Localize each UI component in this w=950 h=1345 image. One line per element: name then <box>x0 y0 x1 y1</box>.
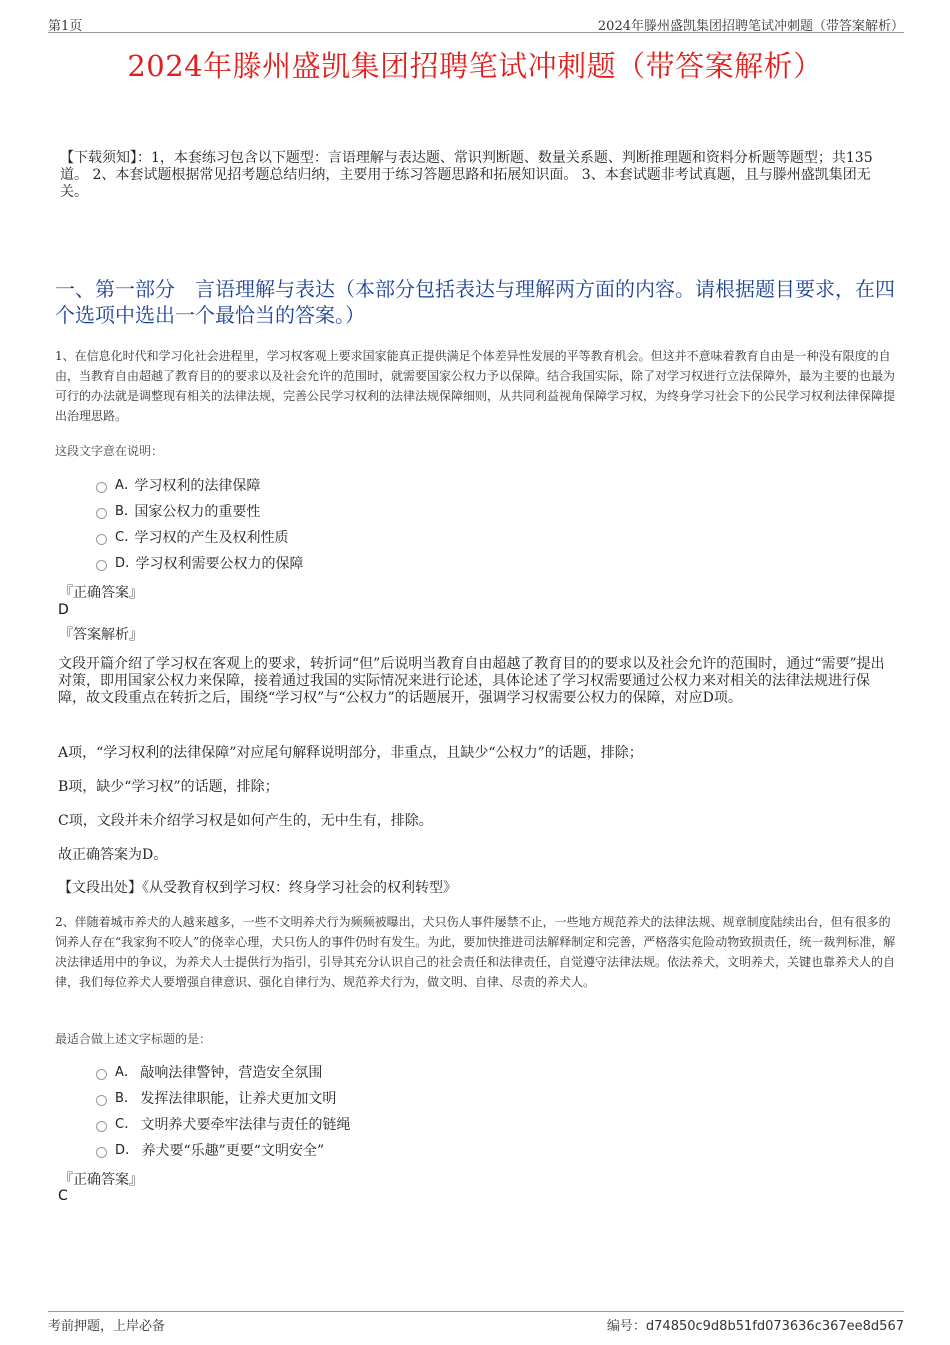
option-text: 发挥法律职能，让养犬更加文明 <box>140 1091 337 1107</box>
footer-slogan: 考前押题，上岸必备 <box>48 1319 166 1334</box>
question-2-prompt: 最适合做上述文字标题的是： <box>55 1032 212 1046</box>
footer-code <box>607 1315 904 1334</box>
page-number: 第1页 <box>48 19 83 34</box>
question-2-option-b[interactable]: B . 发挥法律职能，让养犬更加文明 <box>96 1085 796 1111</box>
radio-icon[interactable] <box>96 534 107 545</box>
question-1-note-c: C项，文段并未介绍学习权是如何产生的，无中生有，排除。 <box>58 813 433 829</box>
question-2-option-d[interactable]: D . 养犬要“乐趣”更要“文明安全” <box>96 1137 796 1163</box>
page-header <box>48 14 904 33</box>
question-1-answer-label: 『正确答案』 <box>59 585 143 601</box>
option-text: 文明养犬要牵牢法律与责任的链绳 <box>140 1117 351 1133</box>
option-text: 养犬要“乐趣”更要“文明安全” <box>141 1143 325 1159</box>
question-1-option-a[interactable]: A . 学习权利的法律保障 <box>96 472 796 498</box>
question-1-analysis-label: 『答案解析』 <box>59 627 143 643</box>
radio-icon[interactable] <box>96 508 107 519</box>
radio-icon[interactable] <box>96 560 107 571</box>
question-2-text: 2、伴随着城市养犬的人越来越多，一些不文明养犬行为频频被曝出，犬只伤人事件屡禁不止，一些地方规范养犬的法律法规、规章制度陆续出台，但有很多的饲养人存在“我家狗不咬人”的侥幸心理，犬只伤人的事件仍时有发生。为此，要加快推进司法解释制定和完善，严格落实危险动物致损责任，统一裁判标准，解决法律适用中的争议，为养犬人士提供行为指引，引导其充分认识自己的社会责任和法律责任，自觉遵守法律法规。依法养犬，文明养犬，关键也靠养犬人的自律，我们每位养犬人要增强自律意识、强化自律行为、规范养犬行为，做文明、自律、尽责的养犬人。 <box>55 915 896 989</box>
radio-icon[interactable] <box>96 1147 107 1158</box>
radio-icon[interactable] <box>96 1121 107 1132</box>
question-1-conclusion: 故正确答案为D。 <box>58 847 168 863</box>
download-notice: 【下载须知】：1，本套练习包含以下题型：言语理解与表达题、常识判断题、数量关系题、判断推理题和资料分析题等题型；共135道。 2、本套试题根据常见招考题总结归纳，主要用于练习答题思路和拓展知识面。 3、本套试题非考试真题，且与滕州盛凯集团无关。 <box>60 150 873 200</box>
question-1-answer: D <box>58 602 69 618</box>
question-1-options <box>96 472 796 576</box>
question-2-answer-label: 『正确答案』 <box>59 1172 143 1188</box>
question-1-option-c[interactable]: C . 学习权的产生及权利性质 <box>96 524 796 550</box>
option-text: 国家公权力的重要性 <box>134 504 261 520</box>
question-1-option-d[interactable]: D . 学习权利需要公权力的保障 <box>96 550 796 576</box>
radio-icon[interactable] <box>96 1095 107 1106</box>
option-text: 敲响法律警钟，营造安全氛围 <box>140 1065 323 1081</box>
question-1-note-b: B项，缺少“学习权”的话题，排除； <box>58 779 279 795</box>
header-doc-title: 2024年滕州盛凯集团招聘笔试冲刺题（带答案解析） <box>597 19 904 34</box>
question-2-options <box>96 1059 796 1163</box>
question-2-option-a[interactable]: A . 敲响法律警钟，营造安全氛围 <box>96 1059 796 1085</box>
question-1-option-b[interactable]: B . 国家公权力的重要性 <box>96 498 796 524</box>
option-text: 学习权的产生及权利性质 <box>134 530 289 546</box>
question-1-note-a: A项，“学习权利的法律保障”对应尾句解释说明部分，非重点，且缺少“公权力”的话题，排除； <box>58 745 643 761</box>
question-1-text: 1、在信息化时代和学习化社会进程里，学习权客观上要求国家能真正提供满足个体差异性发展的平等教育机会。但这并不意味着教育自由是一种没有限度的自由，当教育自由超越了教育目的的要求以及社会允许的范围时，就需要国家公权力予以保障。结合我国实际，除了对学习权进行立法保障外，最为主要的也最为可行的办法就是调整现有相关的法律法规，完善公民学习权利的法律法规保障细则，从共同利益视角保障学习权，为终身学习社会下的公民学习权利法律保障提出治理思路。 <box>55 349 896 423</box>
question-1-prompt: 这段文字意在说明： <box>55 444 164 458</box>
radio-icon[interactable] <box>96 1069 107 1080</box>
question-1-analysis: 文段开篇介绍了学习权在客观上的要求，转折词“但”后说明当教育自由超越了教育目的的要求以及社会允许的范围时，通过“需要”提出对策，即用国家公权力来保障，接着通过我国的实际情况来进行论述，具体论述了学习权需要通过公权力来对相关的法律法规进行保障，故文段重点在转折之后，围绕“学习权”与“公权力”的话题展开，强调学习权需要公权力的保障，对应D项。 <box>58 656 885 706</box>
document-title: 2024年滕州盛凯集团招聘笔试冲刺题（带答案解析） <box>127 49 823 83</box>
option-text: 学习权利的法律保障 <box>134 478 261 494</box>
section-heading: 一、第一部分 言语理解与表达（本部分包括表达与理解两方面的内容。请根据题目要求，在四个选项中选出一个最恰当的答案。） <box>55 277 895 327</box>
radio-icon[interactable] <box>96 482 107 493</box>
option-text: 学习权利需要公权力的保障 <box>135 556 304 572</box>
footer-code-label: 编号： <box>606 1319 646 1334</box>
question-2-option-c[interactable]: C . 文明养犬要牵牢法律与责任的链绳 <box>96 1111 796 1137</box>
footer-code-value: d74850c9d8b51fd073636c367ee8d567 <box>645 1319 904 1334</box>
question-1-source: 【文段出处】《从受教育权到学习权：终身学习社会的权利转型》 <box>58 880 457 896</box>
question-2-answer: C <box>58 1188 68 1204</box>
page-footer <box>48 1311 904 1336</box>
